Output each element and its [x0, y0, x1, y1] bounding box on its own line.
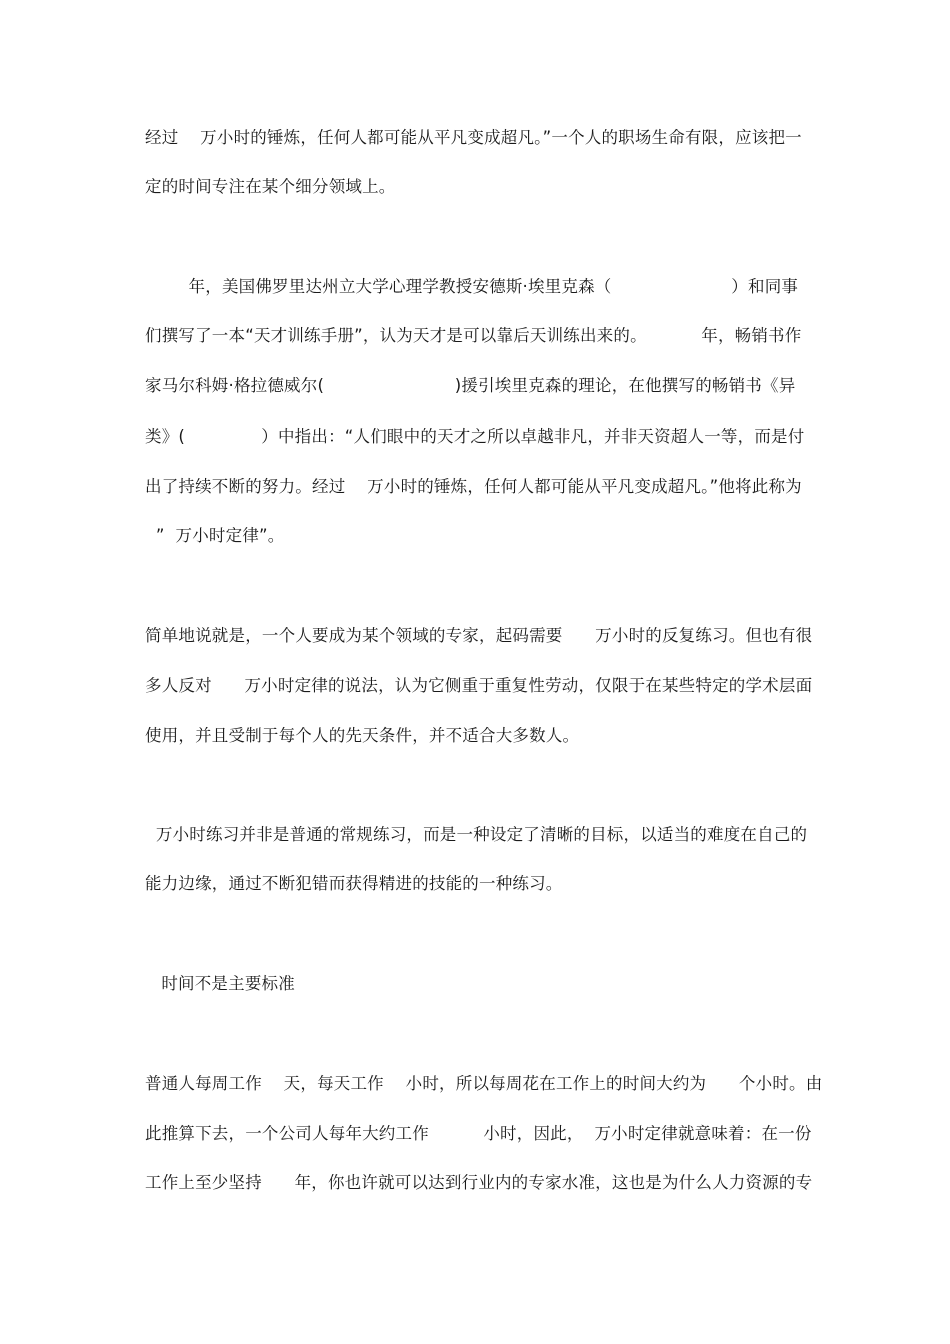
text-line: 类》( ）中指出：“人们眼中的天才之所以卓越非凡，并非天资超人一等，而是付 — [145, 427, 805, 446]
text-line: 出了持续不断的努力。经过 万小时的锤炼，任何人都可能从平凡变成超凡。”他将此称为 — [145, 477, 802, 496]
text-line: 定的时间专注在某个细分领域上。 — [145, 177, 396, 196]
text-line: 简单地说就是，一个人要成为某个领域的专家，起码需要 万小时的反复练习。但也有很 — [145, 626, 813, 645]
text-line: 能力边缘，通过不断犯错而获得精进的技能的一种练习。 — [145, 874, 563, 893]
text-line: 年，美国佛罗里达州立大学心理学教授安德斯·埃里克森（ ）和同事 — [145, 277, 799, 296]
text-line: 此推算下去，一个公司人每年大约工作 小时，因此， 万小时定律就意味着：在一份 — [145, 1124, 812, 1143]
text-line: 多人反对 万小时定律的说法，认为它侧重于重复性劳动，仅限于在某些特定的学术层面 — [145, 676, 813, 695]
text-line: 们撰写了一本“天才训练手册”，认为天才是可以靠后天训练出来的。 年，畅销书作 — [145, 326, 802, 345]
text-line: ” 万小时定律”。 — [145, 526, 285, 545]
text-line: 使用，并且受制于每个人的先天条件，并不适合大多数人。 — [145, 726, 580, 745]
text-line: 工作上至少坚持 年，你也许就可以达到行业内的专家水准，这也是为什么人力资源的专 — [145, 1173, 813, 1192]
section-heading: 时间不是主要标准 — [145, 974, 295, 993]
text-line: 万小时练习并非是普通的常规练习，而是一种设定了清晰的目标，以适当的难度在自己的 — [145, 825, 808, 844]
text-line: 家马尔科姆·格拉德威尔( )援引埃里克森的理论，在他撰写的畅销书《异 — [145, 376, 796, 395]
text-line: 普通人每周工作 天，每天工作 小时，所以每周花在工作上的时间大约为 个小时。由 — [145, 1074, 823, 1093]
text-line: 经过 万小时的锤炼，任何人都可能从平凡变成超凡。”一个人的职场生命有限，应该把一 — [145, 128, 802, 147]
